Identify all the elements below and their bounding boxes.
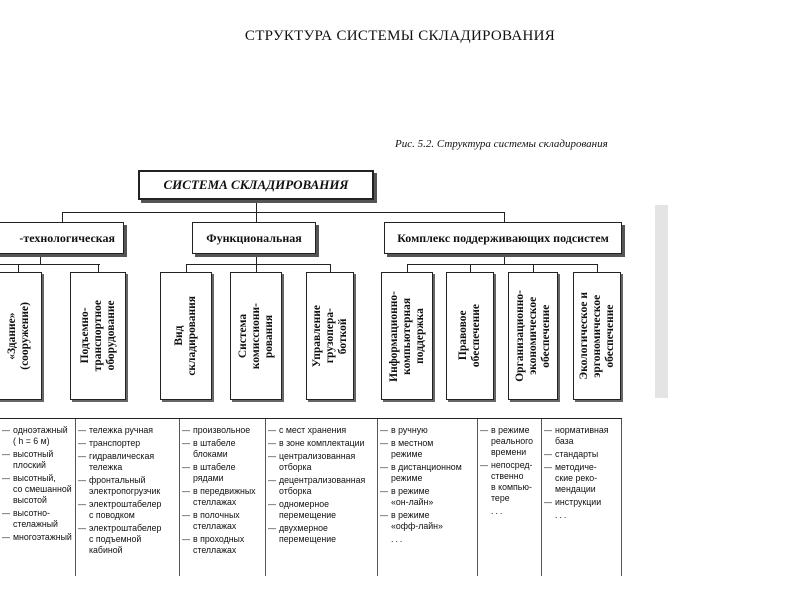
detail-column-picking (266, 419, 378, 577)
subsystem-legal (446, 272, 494, 400)
detail-item: — в ручную (382, 425, 475, 436)
connector-sub4 (256, 264, 257, 272)
detail-item: — тележка ручная (80, 425, 177, 436)
connector-sub2 (98, 264, 99, 272)
detail-item: — в режиме реального времени (482, 425, 539, 458)
connector-sub1 (18, 264, 19, 272)
connector-sub9 (597, 264, 598, 272)
connector-cat2 (256, 212, 257, 222)
connector-cat2-down (256, 254, 257, 264)
connector-cat1-down (40, 254, 41, 264)
detail-column-org (542, 419, 622, 577)
detail-item: — одноэтажный ( h = 6 м) (4, 425, 73, 447)
detail-column-it (378, 419, 478, 577)
detail-item: — инструкции (546, 497, 619, 508)
detail-item: — высотный плоский (4, 449, 73, 471)
bottom-margin (0, 576, 800, 600)
detail-item: — транспортер (80, 438, 177, 449)
detail-item: — высотно- стелажный (4, 508, 73, 530)
slide-title: СТРУКТУРА СИСТЕМЫ СКЛАДИРОВАНИЯ (244, 28, 556, 44)
subsystem-label: Подъемно- транспортное оборудование (78, 300, 117, 372)
detail-item: — стандарты (546, 449, 619, 460)
subsystem-label: Система комиссиони- рования (236, 302, 275, 370)
subsystem-label: Вид складирования (173, 296, 198, 376)
subsystem-label: Информационно- компьютерная поддержка (387, 290, 426, 382)
connector-sub5 (330, 264, 331, 272)
ellipsis: ... (391, 534, 405, 544)
detail-item: — многоэтажный (4, 532, 73, 543)
detail-item: — в местном режиме (382, 438, 475, 460)
detail-item: — в штабеле блоками (184, 438, 263, 460)
detail-item: — в полочных стеллажах (184, 510, 263, 532)
category-label: Функциональная (206, 230, 302, 245)
detail-item: — одномерное перемещение (270, 499, 375, 521)
detail-item: — в штабеле рядами (184, 462, 263, 484)
subsystem-handling-equipment (70, 272, 126, 400)
detail-item: — непосред- ственно в компью- тере (482, 460, 539, 504)
gray-strip (655, 205, 668, 398)
root-label: СИСТЕМА СКЛАДИРОВАНИЯ (163, 177, 349, 192)
detail-column-storage (180, 419, 266, 577)
subsystem-cargo-management (306, 272, 354, 400)
detail-item: — в проходных стеллажах (184, 534, 263, 556)
detail-item: — двухмерное перемещение (270, 523, 375, 545)
detail-column-building (0, 419, 76, 577)
detail-item: — в режиме «офф-лайн» (382, 510, 475, 532)
connector-sub3 (186, 264, 187, 272)
connector-sub8 (533, 264, 534, 272)
connector-cat2-bar (186, 264, 330, 265)
connector-cat1 (62, 212, 63, 222)
detail-item: — децентрализованная отборка (270, 475, 375, 497)
connector-cat3 (504, 212, 505, 222)
subsystem-label: Правовое обеспечение (457, 304, 482, 368)
detail-item: — нормативная база (546, 425, 619, 447)
category-label: -технологическая (19, 230, 115, 245)
ellipsis: ... (491, 506, 505, 516)
detail-table (0, 418, 622, 577)
detail-item: — в передвижных стеллажах (184, 486, 263, 508)
detail-item: — с мест хранения (270, 425, 375, 436)
connector-cat3-bar (407, 264, 597, 265)
connector-cat3-down (504, 254, 505, 264)
detail-item: — гидравлическая тележка (80, 451, 177, 473)
ellipsis: ... (555, 510, 569, 520)
subsystem-label: Организационно- экономическое обеспечение (513, 290, 552, 382)
connector-sub7 (470, 264, 471, 272)
detail-item: — в режиме «он-лайн» (382, 486, 475, 508)
detail-item: — в зоне комплектации (270, 438, 375, 449)
detail-column-legal (478, 419, 542, 577)
category-technological (0, 222, 124, 254)
subsystem-ecology-ergonomics (573, 272, 621, 400)
connector-root-down (256, 200, 257, 212)
detail-item: — методиче- ские реко- мендации (546, 462, 619, 495)
subsystem-label: «Здание» (сооружение) (6, 302, 31, 370)
category-functional (192, 222, 316, 254)
subsystem-label: Экологическое и эргономическое обеспечение (577, 292, 616, 380)
connector-cat-bar (62, 212, 504, 213)
detail-item: — электроштабелер с поводком (80, 499, 177, 521)
detail-item: — произвольное (184, 425, 263, 436)
detail-item: — электроштабелер с подъемной кабиной (80, 523, 177, 556)
connector-sub6 (407, 264, 408, 272)
subsystem-it-support (381, 272, 433, 400)
detail-item: — фронтальный электропогрузчик (80, 475, 177, 497)
subsystem-storage-type (160, 272, 212, 400)
connector-cat1-bar (0, 264, 100, 265)
detail-item: — в дистанционном режиме (382, 462, 475, 484)
subsystem-label: Управление грузопера- боткой (310, 304, 349, 368)
subsystem-picking (230, 272, 282, 400)
subsystem-building (0, 272, 42, 400)
category-label: Комплекс поддерживающих подсистем (397, 230, 609, 245)
category-support (384, 222, 622, 254)
detail-item: — централизованная отборка (270, 451, 375, 473)
detail-column-equipment (76, 419, 180, 577)
figure-caption: Рис. 5.2. Структура системы складирования (395, 138, 608, 150)
root-node (138, 170, 374, 200)
subsystem-org-economic (508, 272, 558, 400)
detail-item: — высотный, со смешанной высотой (4, 473, 73, 506)
